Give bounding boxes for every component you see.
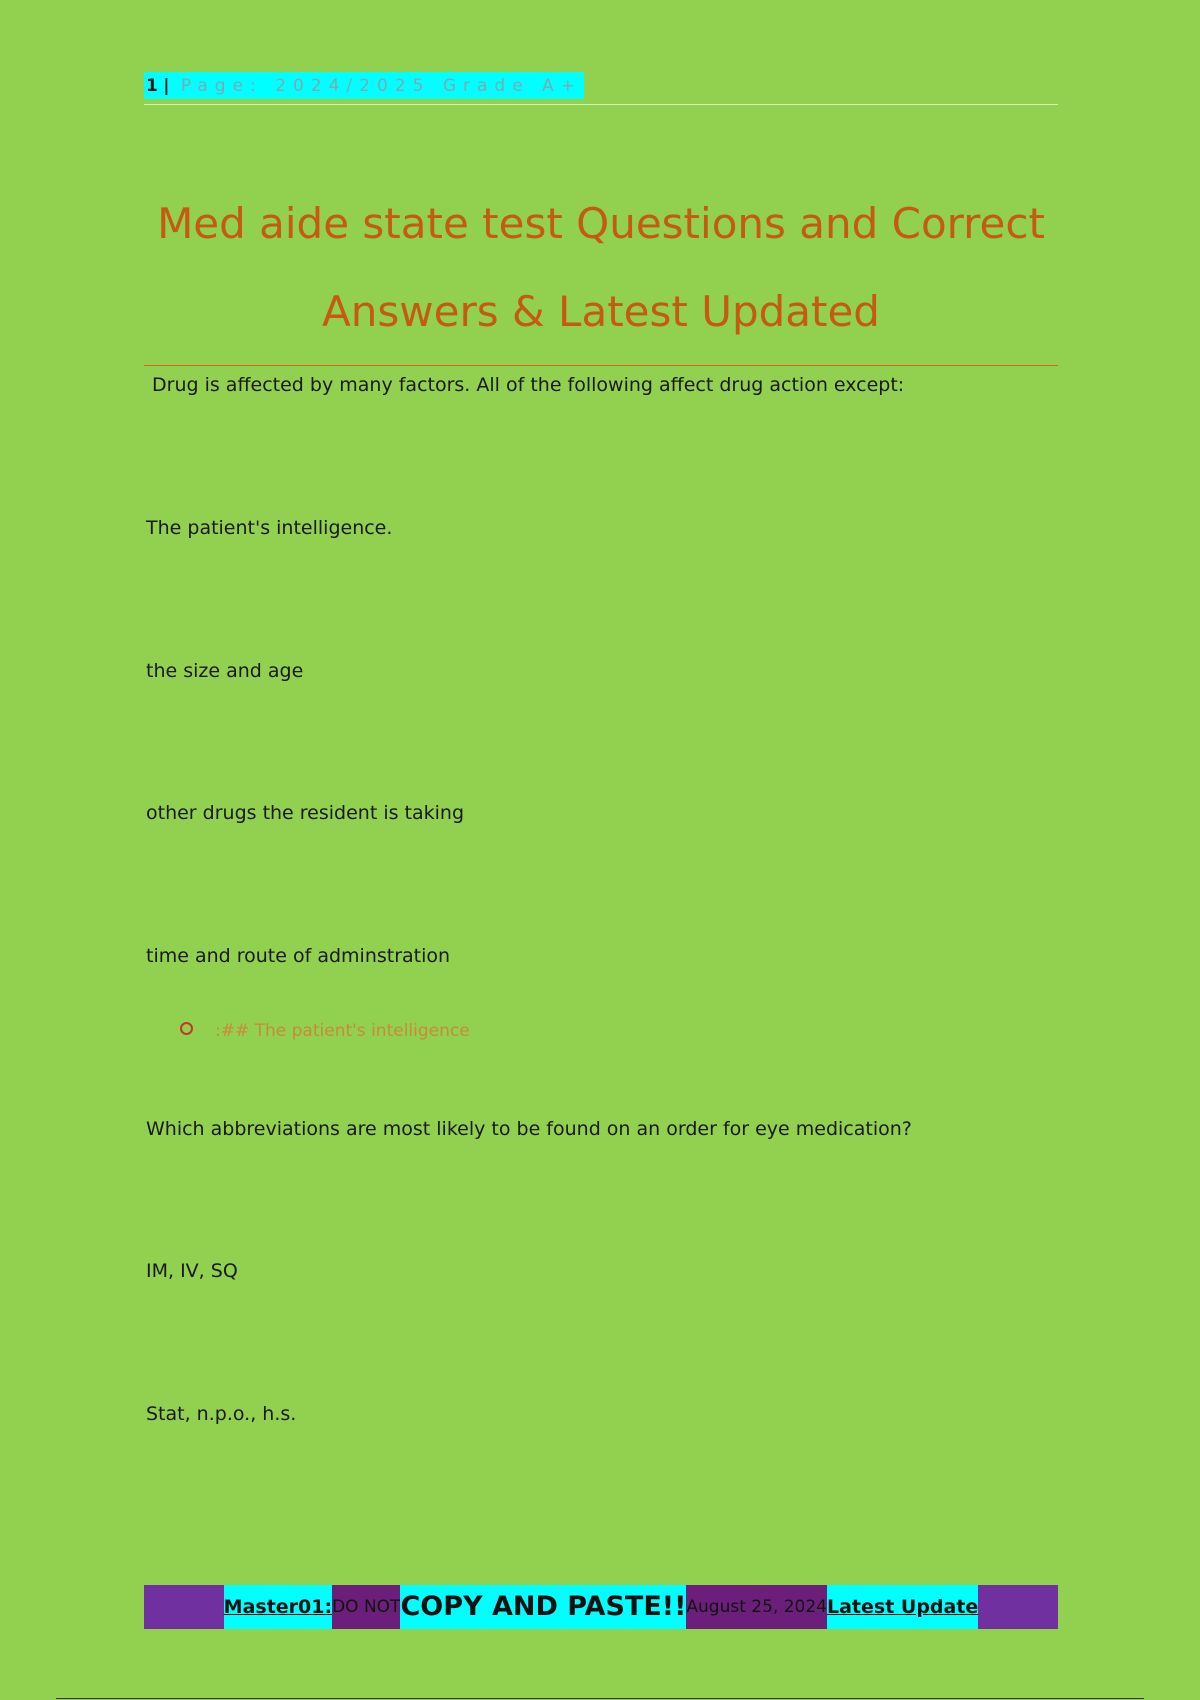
question-1-option-1: The patient's intelligence.: [146, 517, 393, 539]
answer-text: :## The patient's intelligence: [215, 1021, 470, 1041]
header-text: Page: 2024/2025 Grade A+: [180, 76, 582, 96]
footer-author: Master01:: [224, 1585, 332, 1629]
bullet-icon: [180, 1022, 193, 1035]
page-number: 1: [146, 76, 158, 96]
footer-update: Latest Update: [827, 1585, 978, 1629]
question-2-prompt: Which abbreviations are most likely to be found on an order for eye medication?: [146, 1118, 912, 1140]
title-line-1: Med aide state test Questions and Correct: [157, 199, 1045, 248]
document-title: [144, 180, 1058, 356]
question-1-option-3: other drugs the resident is taking: [146, 802, 465, 824]
question-1-answer: [180, 1018, 470, 1044]
footer-date: August 25, 2024: [686, 1585, 827, 1629]
page-header-highlight: [144, 72, 584, 99]
footer-warning: DO NOT: [332, 1585, 400, 1629]
question-1-prompt: Drug is affected by many factors. All of the following affect drug action except:: [152, 374, 905, 396]
header-separator: |: [163, 76, 170, 96]
question-1-option-4: time and route of adminstration: [146, 945, 451, 967]
title-line-2: Answers & Latest Updated: [322, 287, 880, 336]
title-divider: [144, 365, 1058, 366]
page-header: [144, 72, 1058, 105]
footer-copy-warning: COPY AND PASTE!!: [400, 1585, 686, 1629]
footer-banner: [144, 1585, 1058, 1629]
bottom-divider: [56, 1698, 1144, 1699]
question-2-option-2: Stat, n.p.o., h.s.: [146, 1403, 297, 1425]
question-1-option-2: the size and age: [146, 660, 304, 682]
question-2-option-1: IM, IV, SQ: [146, 1260, 238, 1282]
